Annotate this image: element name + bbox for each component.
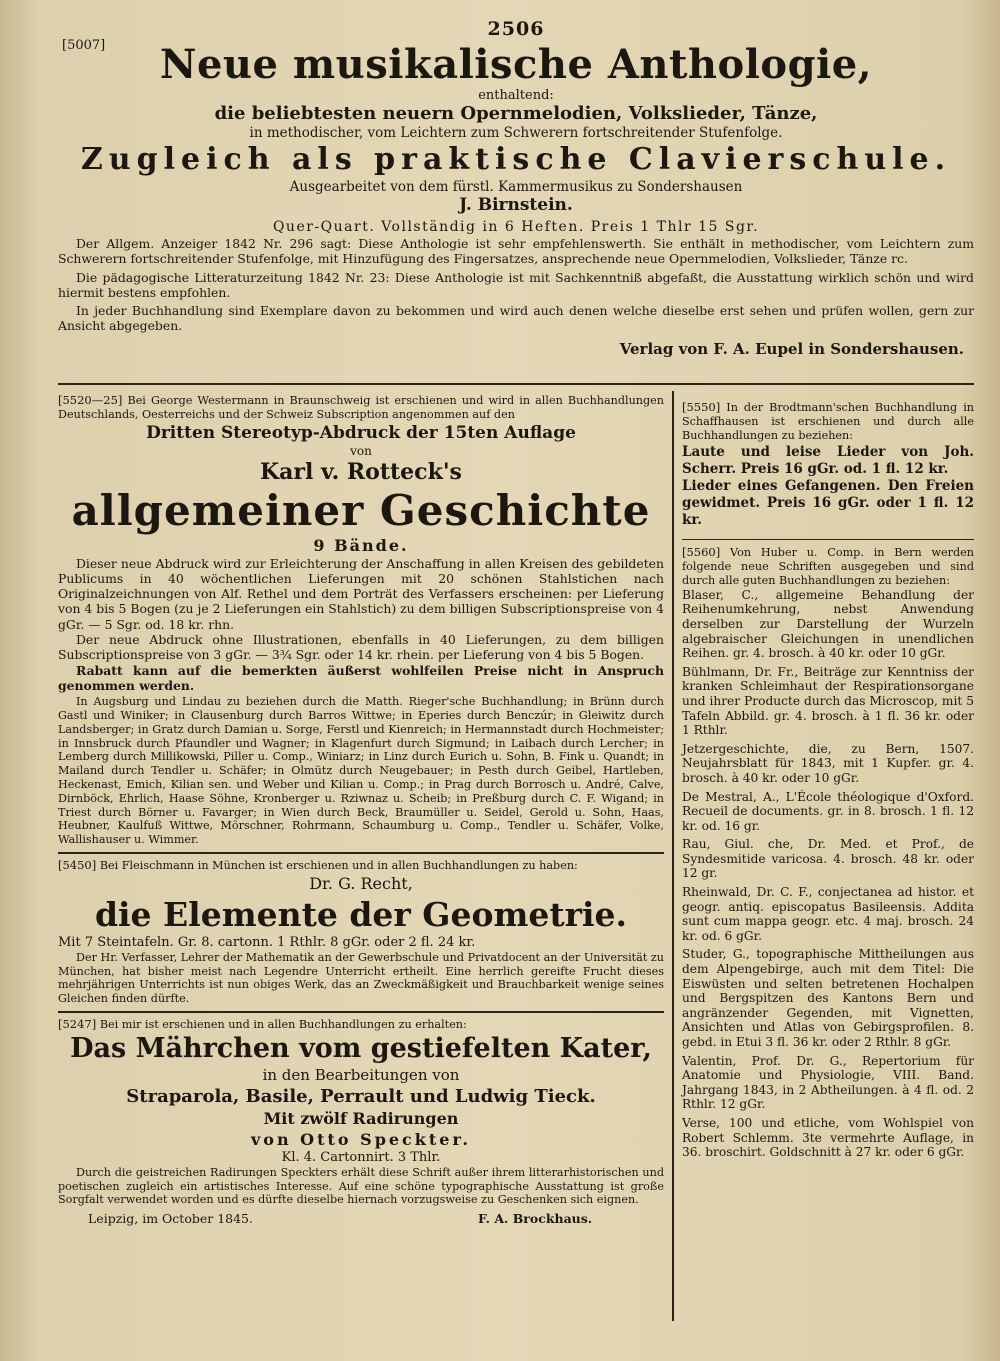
- section-divider: [58, 383, 974, 385]
- bern-book-item: Blaser, C., allgemeine Behandlung der Reihenumkehrung, nebst Anwendung derselben zur Darstellung der Wurzeln algebraischer Gleichungen in unendlichen Reihen. gr. 4. brosch. à 40 kr. oder 10 gGr.: [682, 587, 974, 661]
- kater-etchings: Mit zwölf Radirungen: [263, 1108, 459, 1128]
- geometry-description: Der Hr. Verfasser, Lehrer der Mathematik an der Gewerbschule und Privatdocent an der Universität zu München, hat bisher meist nach Legendre Unterricht ertheilt. Eine herrlich gereifte Frucht dieses mehrjährigen Unterrichts ist nun obiges Werk, das an Zweckmäßigkeit und Brauchbarkeit wenige seines Gleichen finden dürfte.: [58, 950, 664, 1006]
- lieder-title-1: Laute und leise Lieder von Joh. Scherr. Preis 16 gGr. od. 1 fl. 12 kr.: [682, 444, 974, 478]
- kater-price: Kl. 4. Cartonnirt. 3 Thlr.: [281, 1149, 441, 1165]
- left-column: [58, 391, 664, 1229]
- bern-book-item: Bühlmann, Dr. Fr., Beiträge zur Kenntniss der kranken Schleimhaut der Respirationsorgane und ihrer Producte durch das Microscop, mit 5 Tafeln Abbild. gr. 4. brosch. à 1 fl. 36 kr. oder 1 Rthlr.: [682, 664, 974, 738]
- bern-book-list: [682, 588, 974, 1160]
- kater-illustrator: von Otto Speckter.: [251, 1129, 471, 1149]
- divider-1: [58, 852, 664, 854]
- geometry-ref: [5450]: [58, 858, 97, 873]
- kater-subtitle: in den Bearbeitungen von: [262, 1065, 460, 1084]
- rotteck-p2: Der neue Abdruck ohne Illustrationen, ebenfalls in 40 Lieferungen, zu dem billigen Subscriptionspreise von 3 gGr. — 3¾ Sgr. oder 14 kr. rhein. per Lieferung von 4 bis 5 Bogen.: [58, 632, 664, 663]
- anthology-title2: Zugleich als praktische Clavierschule.: [80, 142, 952, 177]
- anthology-author: J. Birnstein.: [459, 195, 573, 215]
- anthology-review2: Die pädagogische Litteraturzeitung 1842 Nr. 23: Diese Anthologie ist mit Sachkenntniß abgefaßt, die Ausstattung wirklich schön und wird hiermit bestens empfohlen.: [58, 269, 974, 300]
- anthology-sub2: die beliebtesten neuern Opernmelodien, Volkslieder, Tänze,: [214, 103, 818, 124]
- bern-book-item: Jetzergeschichte, die, zu Bern, 1507. Neujahrsblatt für 1843, mit 1 Kupfer. gr. 4. brosch. à 40 kr. oder 10 gGr.: [682, 741, 974, 785]
- rotteck-distributors: In Augsburg und Lindau zu beziehen durch die Matth. Rieger'sche Buchhandlung; in Brünn durch Gastl und Winiker; in Clausenburg durch Barros Wittwe; in Eperies durch Benczúr; in Gleiwitz durch Landsberger; in Gratz durch Damian u. Sorge, Ferstl und Kienreich; in Hermannstadt durch Hochmeister; in Innsbruck durch Pfaundler und Wagner; in Klagenfurt durch Sigmund; in Laibach durch Lercher; in Lemberg durch Millikowski, Piller u. Comp., Winiarz; in Linz durch Eurich u. Sohn, B. Fink u. Quandt; in Mailand durch Tendler u. Schäfer; in Olmütz durch Neugebauer; in Pesth durch Geibel, Hartleben, Heckenast, Emich, Kilian sen. und Weber und Kilian u. Comp.; in Prag durch Borrosch u. André, Calve, Dirnböck, Ehrlich, Haase Söhne, Kronberger u. Rziwnaz u. Scheib; in Preßburg durch C. F. Wigand; in Triest durch Börner u. Favarger; in Wien durch Beck, Braumüller u. Seidel, Gerold u. Sohn, Haas, Heubner, Kaulfuß Wittwe, Mörschner, Rohrmann, Schaumburg u. Comp., Tendler u. Schäfer, Volke, Wallishauser u. Wimmer.: [58, 695, 664, 847]
- schaffhausen-ref: [5550]: [682, 400, 721, 414]
- anthology-publisher: Verlag von F. A. Eupel in Sondershausen.: [619, 339, 964, 358]
- anthology-review1: Der Allgem. Anzeiger 1842 Nr. 296 sagt: Diese Anthologie ist sehr empfehlenswerth. Sie enthält in methodischer, vom Leichtern zum Schwerern fortschreitender Stufenfolge, mit Hinzufügung des Fingersatzes, ansprechende neue Opernmelodien, Volkslieder, Tänze rc.: [58, 236, 974, 267]
- rotteck-advertisement: [58, 394, 664, 847]
- rotteck-author: Karl v. Rotteck's: [260, 458, 462, 485]
- rotteck-title: allgemeiner Geschichte: [71, 485, 651, 535]
- geometry-author: Dr. G. Recht,: [309, 873, 413, 893]
- geometry-advertisement: [58, 859, 664, 1006]
- bern-book-item: Rau, Giul. che, Dr. Med. et Prof., de Syndesmitide varicosa. 4. brosch. 48 kr. oder 12 gr.: [682, 837, 974, 881]
- bern-book-item: Rheinwald, Dr. C. F., conjectanea ad histor. et geogr. antiq. episcopatus Basileensis. Addita sunt cum mappa geogr. etc. 4 maj. brosch. 24 kr. od. 6 gGr.: [682, 885, 974, 943]
- bern-intro: Von Huber u. Comp. in Bern werden folgende neue Schriften ausgegeben und sind durch alle guten Buchhandlungen zu beziehen:: [682, 546, 974, 587]
- rotteck-von: von: [350, 443, 372, 458]
- schaffhausen-advertisement: [682, 401, 974, 529]
- rotteck-p1: Dieser neue Abdruck wird zur Erleichterung der Anschaffung in allen Kreisen des gebildeten Publicums in 40 wöchentlichen Lieferungen mit 20 schönen Stahlstichen nach Originalzeichnungen von Alf. Rethel und dem Porträt des Verfassers erscheinen: per Lieferung von 4 bis 5 Bogen (zu je 2 Lieferungen ein Stahlstich) zu dem billigen Subscriptionspreise von 4 gGr. — 5 Sgr. od. 18 kr. rhn.: [58, 555, 664, 632]
- rotteck-p3: Rabatt kann auf die bemerkten äußerst wohlfeilen Preise nicht in Anspruch genommen werden.: [58, 662, 664, 693]
- rotteck-ref: [5520—25]: [58, 393, 123, 407]
- schaffhausen-intro: In der Brodtmann'schen Buchhandlung in Schaffhausen ist erschienen und durch alle Buchhandlungen zu beziehen:: [682, 401, 974, 442]
- rotteck-intro: Bei George Westermann in Braunschweig ist erschienen und wird in allen Buchhandlungen Deutschlands, Oesterreichs und der Schweiz Subscription angenommen auf den: [58, 394, 664, 421]
- page-number: 2506: [487, 18, 545, 40]
- bern-book-item: Verse, 100 und etliche, vom Wohlspiel von Robert Schlemm. 3te vermehrte Auflage, in 36. broschirt. Goldschnitt à 27 kr. oder 6 gGr.: [682, 1115, 974, 1160]
- kater-footer: [58, 1211, 664, 1229]
- kater-advertisement: [58, 1018, 664, 1229]
- lieder-title-2: Lieder eines Gefangenen. Den Freien gewidmet. Preis 16 gGr. oder 1 fl. 12 kr.: [682, 478, 974, 529]
- divider-2: [58, 1011, 664, 1013]
- geometry-intro: Bei Fleischmann in München ist erschienen und in allen Buchhandlungen zu haben:: [99, 859, 578, 873]
- kater-description: Durch die geistreichen Radirungen Speckters erhält diese Schrift außer ihrem litterarhistorischen und poetischen zugleich ein artistisches Interesse. Auf eine schöne typographische Ausstattung ist große Sorgfalt verwendet worden und es dürfte dieselbe hiernach vorzugsweise zu Geschenken sich eignen.: [58, 1165, 664, 1207]
- column-rule: [672, 391, 674, 1321]
- kater-ref: [5247]: [58, 1017, 97, 1032]
- right-column: [682, 391, 974, 1160]
- kater-place-date: Leipzig, im October 1845.: [88, 1211, 253, 1227]
- rotteck-volumes: 9 Bände.: [313, 535, 409, 555]
- bern-advertisement: [682, 546, 974, 1159]
- top-ad-ref: [5007]: [62, 38, 106, 53]
- right-divider: [682, 539, 974, 540]
- kater-intro: Bei mir ist erschienen und in allen Buchhandlungen zu erhalten:: [99, 1018, 467, 1032]
- top-advertisement: [58, 42, 974, 359]
- bern-book-item: Valentin, Prof. Dr. G., Repertorium für Anatomie und Physiologie, VIII. Band. Jahrgang 1843, in 2 Abtheilungen. à 4 fl. od. 2 Rthlr. 12 gGr.: [682, 1053, 974, 1112]
- anthology-availability: In jeder Buchhandlung sind Exemplare davon zu bekommen und wird auch denen welche dieselbe erst sehen und prüfen wollen, gern zur Ansicht abgegeben.: [58, 303, 974, 334]
- anthology-sub1: enthaltend:: [478, 88, 554, 103]
- anthology-format: Quer-Quart. Vollständig in 6 Heften. Preis 1 Thlr 15 Sgr.: [272, 219, 760, 235]
- anthology-title: Neue musikalische Anthologie,: [159, 41, 873, 88]
- two-column-section: [58, 391, 974, 1321]
- geometry-price: Mit 7 Steintafeln. Gr. 8. cartonn. 1 Rthlr. 8 gGr. oder 2 fl. 24 kr.: [58, 934, 476, 950]
- anthology-sub3: in methodischer, vom Leichtern zum Schwerern fortschreitender Stufenfolge.: [249, 125, 783, 141]
- kater-publisher: F. A. Brockhaus.: [478, 1211, 593, 1227]
- anthology-sub4: Ausgearbeitet von dem fürstl. Kammermusikus zu Sondershausen: [289, 179, 743, 195]
- rotteck-edition-heading: Dritten Stereotyp-Abdruck der 15ten Auflage: [146, 422, 576, 443]
- bern-book-item: De Mestral, A., L'École théologique d'Oxford. Recueil de documents. gr. in 8. brosch. 1 fl. 12 kr. od. 16 gr.: [682, 789, 974, 833]
- bern-ref: [5560]: [682, 545, 721, 560]
- bern-book-item: Studer, G., topographische Mittheilungen aus dem Alpengebirge, auch mit dem Titel: Die Eiswüsten und selten betretenen Hochalpen und Bergspitzen des Kantons Bern und angränzender Gegenden, mit Vignetten, Ansichten und Atlas von Gebirgsprofilen. 8. gebd. in Etui 3 fl. 36 kr. oder 2 Rthlr. 8 gGr.: [682, 947, 974, 1049]
- kater-title: Das Mährchen vom gestiefelten Kater,: [70, 1032, 652, 1064]
- geometry-title: die Elemente der Geometrie.: [94, 894, 628, 934]
- kater-authors: Straparola, Basile, Perrault und Ludwig Tieck.: [126, 1085, 596, 1107]
